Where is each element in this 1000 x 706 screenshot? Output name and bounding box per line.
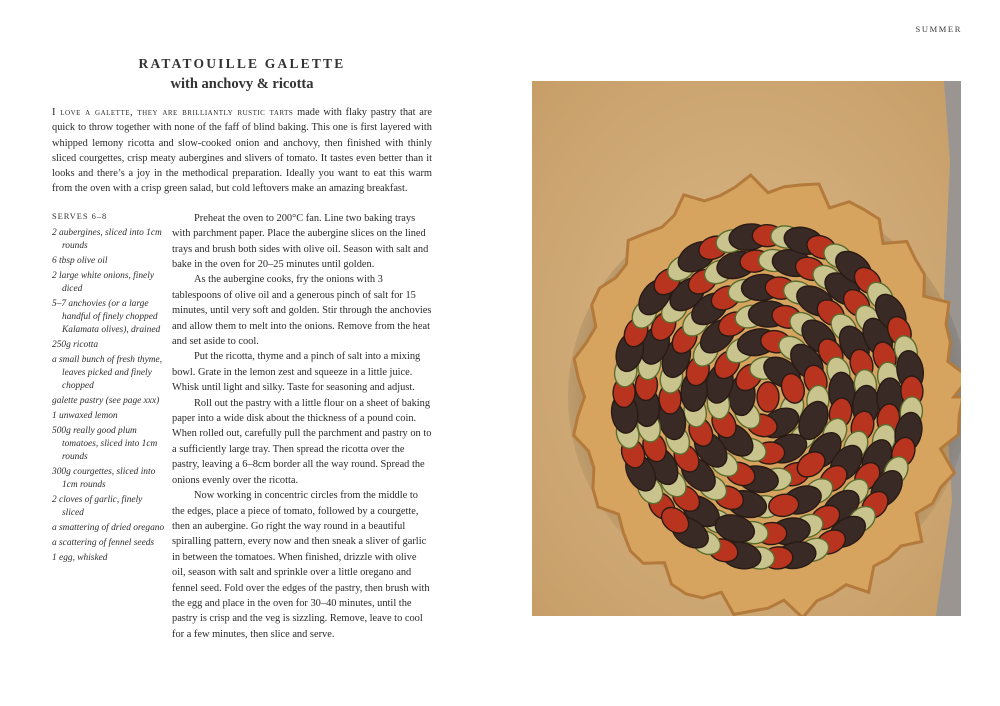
ingredient-item: 5–7 anchovies (or a large handful of finely chopped Kalamata olives), drained	[52, 298, 161, 335]
method-step: Put the ricotta, thyme and a pinch of salt into a mixing bowl. Grate in the lemon zest and squeeze in a little juice. Whisk until light and silky. Taste for seasoning and adjust.	[172, 351, 421, 394]
recipe-columns	[52, 211, 432, 642]
ingredients-column	[52, 211, 166, 642]
ingredient-item: galette pastry (see page xxx)	[52, 395, 160, 406]
ingredient-item: a scattering of fennel seeds	[52, 537, 155, 548]
recipe-subtitle: with anchovy & ricotta	[170, 76, 314, 92]
method-step: Roll out the pastry with a little flour on a sheet of baking paper into a wide disk about the thickness of a pound coin. When rolled out, carefully pull the parchment and pastry on to a sufficiently large tray. Then spread the ricotta over the pastry, leaving a 6–8cm border all the way round. Spread the onions evenly over the ricotta.	[172, 397, 432, 486]
recipe-page	[52, 56, 432, 642]
ingredient-item: 2 cloves of garlic, finely sliced	[52, 494, 143, 518]
ingredient-item: 300g courgettes, sliced into 1cm rounds	[52, 466, 156, 490]
method-step: Preheat the oven to 200°C fan. Line two baking trays with parchment paper. Place the aubergine slices on the lined trays and brush both sides with olive oil. Season with salt and bake in the oven for 20–25 minutes until golden.	[172, 212, 429, 270]
ingredient-item: a small bunch of fresh thyme, leaves picked and finely chopped	[52, 354, 163, 391]
ingredient-item: 1 unwaxed lemon	[52, 410, 118, 421]
recipe-intro	[52, 105, 432, 197]
ingredient-list	[52, 227, 166, 565]
ingredient-item: 500g really good plum tomatoes, sliced into 1cm rounds	[52, 425, 158, 462]
serves-label: SERVES 6–8	[52, 211, 108, 221]
ingredient-item: 2 large white onions, finely diced	[52, 270, 154, 294]
ingredient-item: 250g ricotta	[52, 339, 99, 350]
intro-lead: I love a galette, they are brilliantly rustic tarts	[52, 107, 294, 118]
tomato-slice	[757, 382, 779, 412]
method-step: As the aubergine cooks, fry the onions with 3 tablespoons of olive oil and a generous pinch of salt for 15 minutes, until very soft and golden. Stir through the anchovies and allow them to melt into the onions. Remove from the heat and set aside to cool.	[172, 274, 432, 348]
ingredient-item: 2 aubergines, sliced into 1cm rounds	[52, 227, 162, 251]
recipe-title: RATATOUILLE GALETTE	[138, 56, 346, 71]
section-label: SUMMER	[915, 24, 962, 34]
galette-photo-illustration	[532, 81, 961, 616]
ingredient-item: a smattering of dried oregano	[52, 522, 165, 533]
method-step: Now working in concentric circles from the middle to the edges, place a piece of tomato, followed by a courgette, then an aubergine. Go right the way round in a beautiful spiralling pattern, every now and then sneak a sliver of garlic in between the tomatoes. When finished, drizzle with olive oil, season with salt and sprinkle over a little oregano and fennel seed. Fold over the edges of the pastry, then brush with the egg and place in the oven for 30–40 minutes, until the pastry is crisp and the veg is sizzling. Remove, leave to cool for a few minutes, then slice and serve.	[172, 490, 430, 640]
ingredient-item: 1 egg, whisked	[52, 552, 108, 563]
ingredient-item: 6 tbsp olive oil	[52, 255, 108, 266]
method-column	[172, 211, 432, 642]
intro-text: made with flaky pastry that are quick to throw together with none of the faff of blind baking. This one is first layered with whipped lemony ricotta and slow-cooked onion and anchovy, then finished with thinly sliced courgettes, crisp meaty aubergines and slivers of tomato. It tastes even better than it looks and there’s a joy in the methodical preparation. Ideally you want to eat this warm from the oven with a crisp green salad, but cold leftovers make an amazing breakfast.	[52, 107, 432, 195]
galette-photo	[532, 81, 961, 616]
